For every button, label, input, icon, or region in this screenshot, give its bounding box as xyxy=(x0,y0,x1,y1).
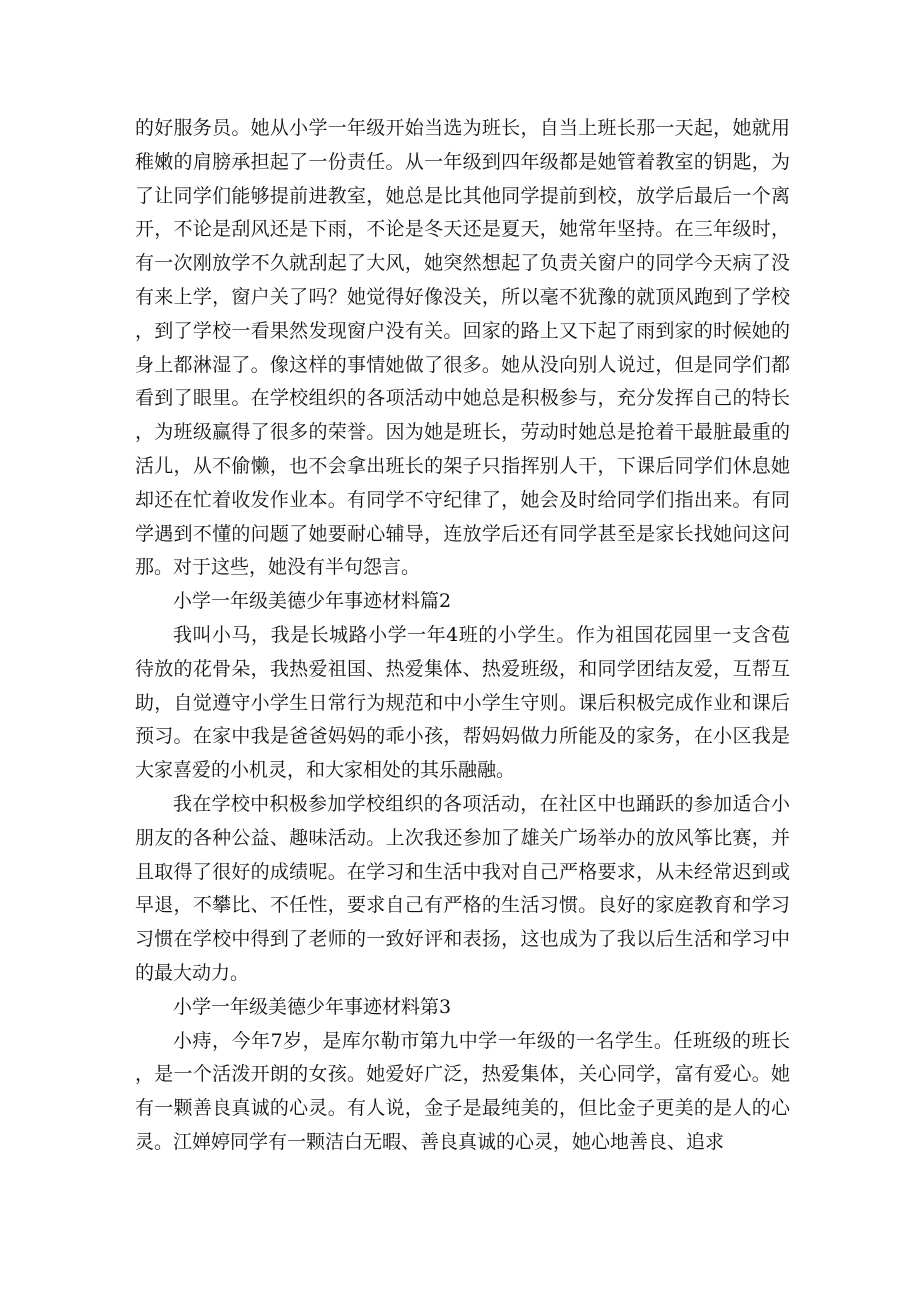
document-body xyxy=(135,112,790,1160)
section-heading-2: 小学一年级美德少年事迹材料篇2 xyxy=(173,590,452,613)
paragraph-class-monitor-story: 的好服务员。她从小学一年级开始当选为班长，自当上班长那一天起，她就用稚嫩的肩膀承担起了一份责任。从一年级到四年级都是她管着教室的钥匙，为了让同学们能够提前进教室，她总是比其他同学提前到校，放学后最后一个离开，不论是刮风还是下雨，不论是冬天还是夏天，她常年坚持。在三年级时，有一次刚放学不久就刮起了大风，她突然想起了负责关窗户的同学今天病了没有来上学，窗户关了吗？她觉得好像没关，所以毫不犹豫的就顶风跑到了学校，到了学校一看果然发现窗户没有关。回家的路上又下起了雨到家的时候她的身上都淋湿了。像这样的事情她做了很多。她从没向别人说过，但是同学们都看到了眼里。在学校组织的各项活动中她总是积极参与，充分发挥自己的特长，为班级赢得了很多的荣誉。因为她是班长，劳动时她总是抢着干最脏最重的活儿，从不偷懒，也不会拿出班长的架子只指挥别人干，下课后同学们休息她却还在忙着收发作业本。有同学不守纪律了，她会及时给同学们指出来。有同学遇到不懂的问题了她要耐心辅导，连放学后还有同学甚至是家长找她问这问那。对于这些，她没有半句怨言。 xyxy=(135,117,790,579)
paragraph-xiaoma-intro: 我叫小马，我是长城路小学一年4班的小学生。作为祖国花园里一支含苞待放的花骨朵，我热爱祖国、热爱集体、热爱班级，和同学团结友爱，互帮互助，自觉遵守小学生日常行为规范和中小学生守则。课后积极完成作业和课后预习。在家中我是爸爸妈妈的乖小孩，帮妈妈做力所能及的家务，在小区我是大家喜爱的小机灵，和大家相处的其乐融融。 xyxy=(135,623,790,782)
paragraph-third-student: 小痔，今年7岁，是库尔勒市第九中学一年级的一名学生。任班级的班长，是一个活泼开朗的女孩。她爱好广泛，热爱集体，关心同学，富有爱心。她有一颗善良真诚的心灵。有人说，金子是最纯美的，但比金子更美的是人的心灵。江婵婷同学有一颗洁白无暇、善良真诚的心灵，她心地善良、追求 xyxy=(135,1029,790,1153)
paragraph-xiaoma-activities: 我在学校中积极参加学校组织的各项活动，在社区中也踊跃的参加适合小朋友的各种公益、趣味活动。上次我还参加了雄关广场举办的放风筝比赛，并且取得了很好的成绩呢。在学习和生活中我对自己严格要求，从未经常迟到或早退，不攀比、不任性，要求自己有严格的生活习惯。良好的家庭教育和学习习惯在学校中得到了老师的一致好评和表扬，这也成为了我以后生活和学习中的最大动力。 xyxy=(135,792,790,984)
section-heading-3: 小学一年级美德少年事迹材料第3 xyxy=(173,995,452,1018)
